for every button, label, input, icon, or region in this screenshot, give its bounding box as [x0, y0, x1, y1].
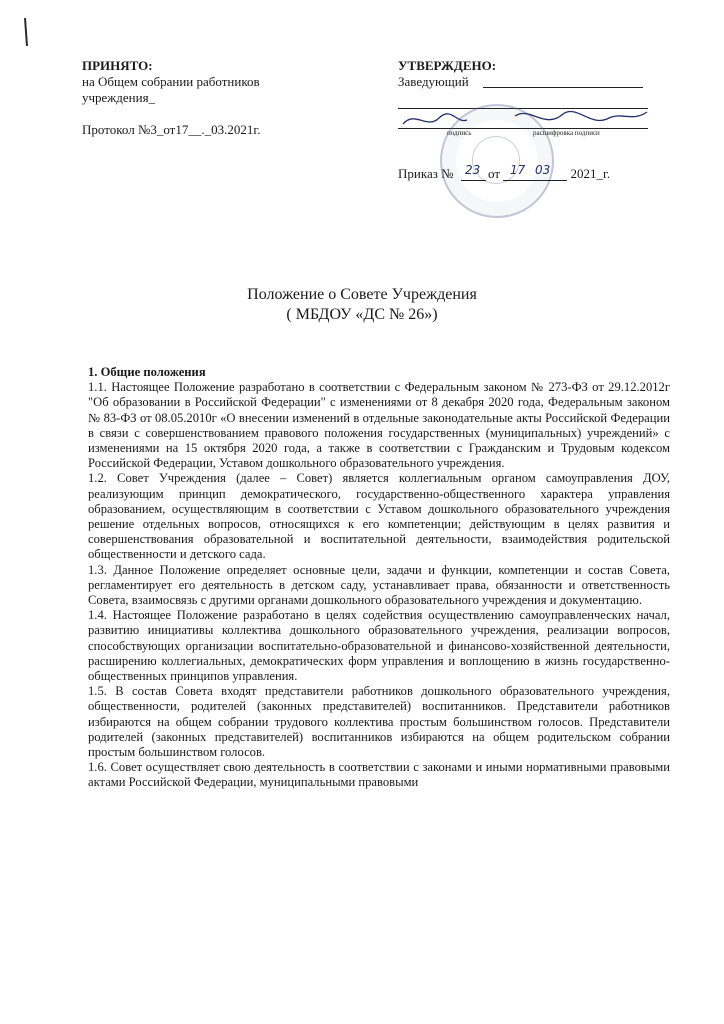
accepted-protocol: Протокол №3_от17__._03.2021г. [82, 122, 261, 137]
paragraph-1-1: 1.1. Настоящее Положение разработано в соответствии с Федеральным законом № 273-ФЗ от 29.12.2012г "Об образовании в Российской Федерации" с изменениями от 8 декабря 2020 года, Федеральным законом № 83-ФЗ от 08.05.2010г «О внесении изменений в отдельные законодательные акты Российской Федерации в связи с совершенствованием правового положения государственных (муниципальных) учреждений» с изменениями на 15 октября 2020 года, а также в соответствии с Гражданским и Трудовым кодексом Российской Федерации, Уставом дошкольного образовательного учреждения. [88, 380, 670, 471]
paragraph-1-2: 1.2. Совет Учреждения (далее – Совет) является коллегиальным органом самоуправления ДОУ, реализующим принцип демократического, государственно-общественного характера управления образованием, осуществляющим в соответствии с Уставом дошкольного образовательного учреждения решение отдельных вопросов, относящихся к его компетенции; действующим в целях развития и совершенствования образовательной и воспитательной деятельности, взаимодействия родительской общественности и детского сада. [88, 471, 670, 562]
accepted-line2: учреждения_ [82, 90, 156, 105]
handwritten-signature [395, 100, 655, 140]
paragraph-1-6: 1.6. Совет осуществляет свою деятельность в соответствии с законами и иными нормативными правовыми актами Российской Федерации, муниципальными правовыми [88, 760, 670, 790]
document-body [88, 365, 670, 791]
accepted-block [82, 58, 342, 138]
accepted-line1: на Общем собрании работников [82, 74, 260, 89]
caption-decode: расшифровка подписи [533, 129, 600, 137]
approved-block [398, 58, 688, 90]
document-title [82, 285, 642, 325]
approved-position-label: Заведующий [398, 74, 469, 89]
paragraph-1-3: 1.3. Данное Положение определяет основные цели, задачи и функции, компетенции и состав Совета, регламентирует его деятельность в детском саду, устанавливает права, обязанности и ответственность Совета, взаимосвязь с другими органами дошкольного образовательного учреждения и документацию. [88, 562, 670, 608]
order-prefix: Приказ № [398, 166, 454, 181]
order-year: 2021_г. [570, 166, 611, 181]
position-line [483, 87, 643, 88]
section-heading: 1. Общие положения [88, 365, 206, 379]
approved-title: УТВЕРЖДЕНО: [398, 58, 497, 73]
paragraph-1-5: 1.5. В состав Совета входят представители работников дошкольного образовательного учреждения, общественности, родителей (законных представителей) воспитанников. Представители работников избираются на общем собрании трудового коллектива простым большинством голосов. Представители родителей (законных представителей) воспитанников избираются на общем родительском собрании простым большинством голосов. [88, 684, 670, 760]
caption-sign: подпись [447, 129, 472, 137]
title-line1: Положение о Совете Учреждения [247, 286, 477, 303]
order-month: 03 [535, 163, 551, 177]
order-from: от [488, 166, 501, 181]
scan-mark [24, 18, 28, 46]
order-day: 17 [510, 163, 526, 177]
title-line2: ( МБДОУ «ДС № 26») [286, 306, 438, 323]
paragraph-1-4: 1.4. Настоящее Положение разработано в целях содействия осуществлению самоуправленческих начал, развитию инициативы коллектива дошкольного образовательного учреждения, реализации вопросов, способствующих организации воспитательно-образовательной и финансово-хозяйственной деятельности, расширению коллегиальных, демократических форм управления и воплощению в жизнь государственно-общественных принципов управления. [88, 608, 670, 684]
accepted-title: ПРИНЯТО: [82, 58, 153, 73]
order-number: 23 [465, 163, 481, 177]
